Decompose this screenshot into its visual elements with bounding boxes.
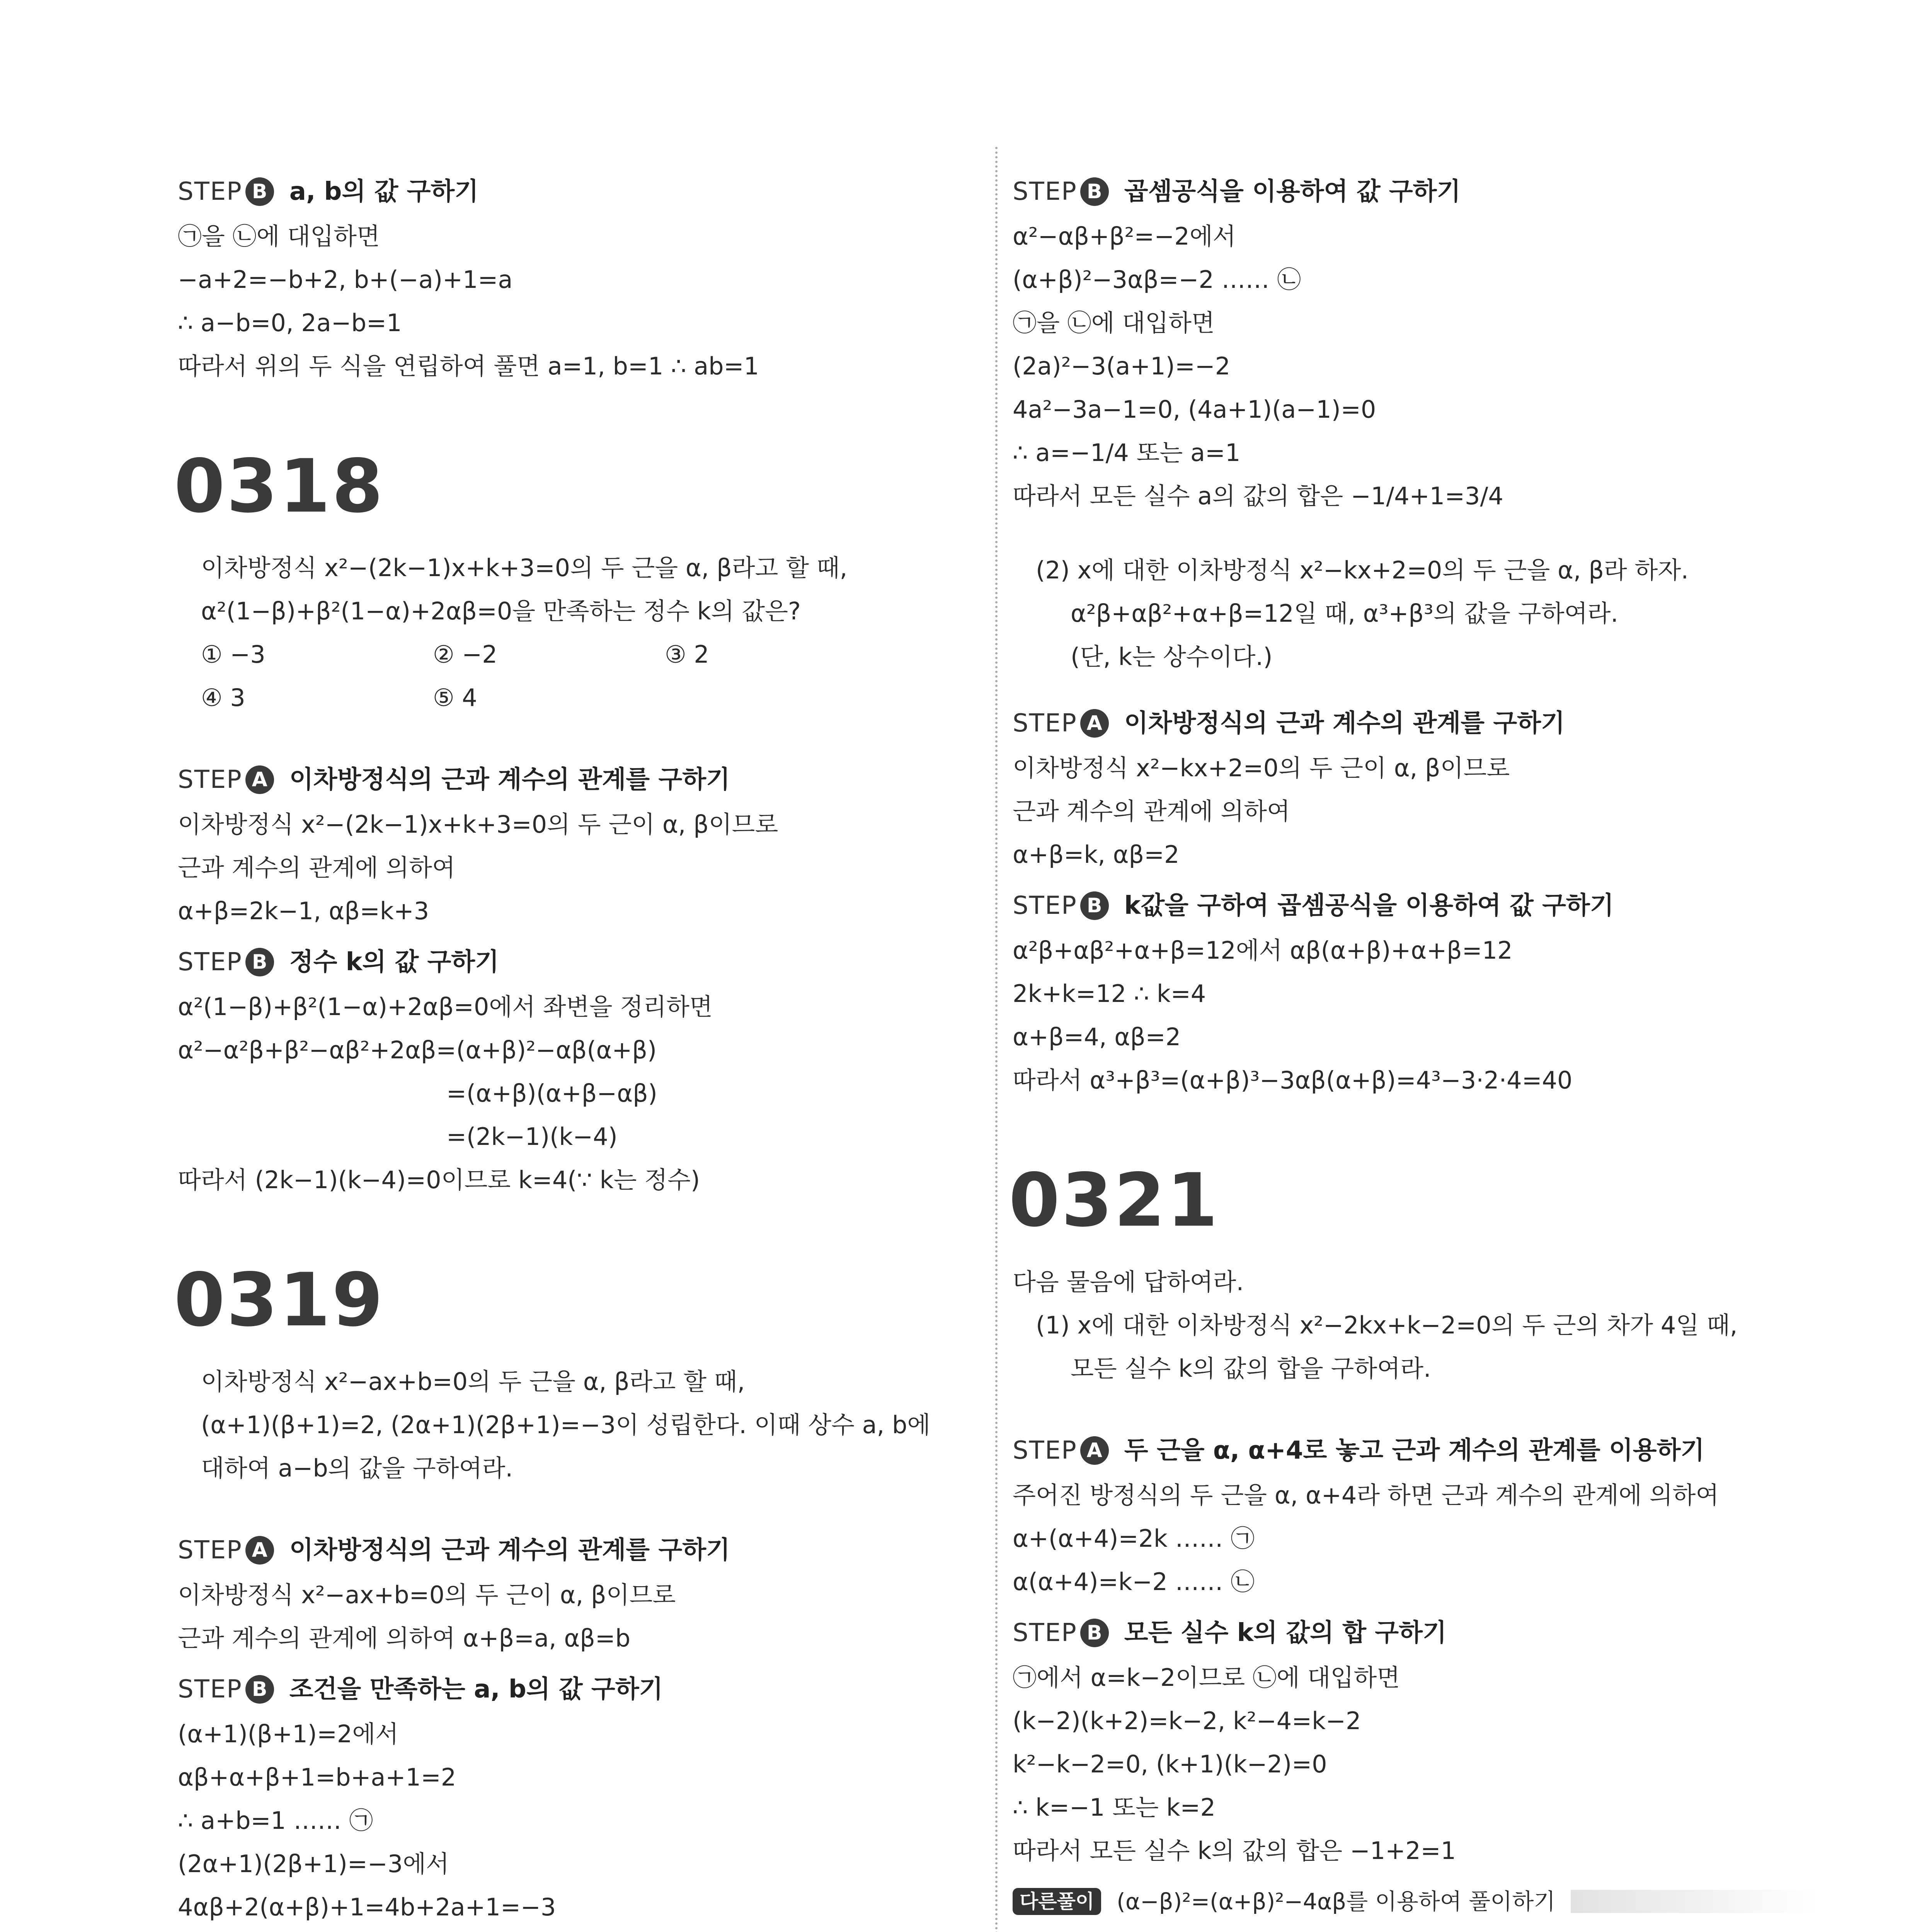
question-line: 다음 물음에 답하여라. [1013, 1268, 1244, 1296]
solution-line: α+β=4, αβ=2 [1013, 1023, 1181, 1051]
solution-line: (α+β)²−3αβ=−2 …… ㉡ [1013, 265, 1301, 294]
answer-choices [178, 676, 978, 719]
choice: ① −3 [201, 640, 266, 668]
solution-line: 따라서 위의 두 식을 연립하여 풀면 a=1, b=1 ∴ ab=1 [178, 352, 759, 380]
step-title: 이차방정식의 근과 계수의 관계를 구하기 [289, 765, 730, 794]
question-line: 이차방정식 x²−(2k−1)x+k+3=0의 두 근을 α, β라고 할 때, [201, 554, 848, 582]
solution-line: 따라서 모든 실수 a의 값의 합은 −1/4+1=3/4 [1013, 482, 1503, 510]
solution-line: ∴ a−b=0, 2a−b=1 [178, 309, 402, 337]
choice: ③ 2 [665, 640, 709, 668]
step-title: 이차방정식의 근과 계수의 관계를 구하기 [289, 1536, 730, 1565]
question-line: α²(1−β)+β²(1−α)+2αβ=0을 만족하는 정수 k의 값은? [201, 597, 801, 625]
step-badge: B [1080, 891, 1109, 920]
step-a-heading [1013, 1929, 1817, 1932]
solution-line: 따라서 α³+β³=(α+β)³−3αβ(α+β)=4³−3·2·4=40 [1013, 1066, 1573, 1094]
question-line: 이차방정식 x²−ax+b=0의 두 근을 α, β라고 할 때, [201, 1367, 745, 1396]
step-a-heading [1013, 700, 1817, 747]
step-title: 이차방정식의 근과 계수의 관계를 구하기 [1124, 709, 1565, 738]
step-badge: A [245, 765, 274, 794]
problem-number: 0318 [174, 444, 385, 529]
solution-line: 근과 계수의 관계에 의하여 [1013, 797, 1290, 825]
step-badge: A [1080, 1436, 1109, 1465]
step-a-heading [178, 1527, 978, 1573]
step-badge: B [1080, 1619, 1109, 1647]
step-title: k값을 구하여 곱셈공식을 이용하여 값 구하기 [1124, 891, 1614, 920]
step-label: STEP [178, 1536, 242, 1565]
step-label: STEP [1013, 891, 1077, 920]
step-title [1124, 1929, 1589, 1932]
decorative-fade [1571, 1890, 1817, 1913]
solution-line: 주어진 방정식의 두 근을 α, α+4라 하면 근과 계수의 관계에 의하여 [1013, 1481, 1719, 1509]
solution-line: α+β=2k−1, αβ=k+3 [178, 897, 429, 925]
question-line: (2) x에 대한 이차방정식 x²−kx+2=0의 두 근을 α, β라 하자. [1036, 556, 1689, 584]
solution-line: ㉠에서 α=k−2이므로 ㉡에 대입하면 [1013, 1663, 1400, 1692]
solution-line: αβ+α+β+1=b+a+1=2 [178, 1763, 456, 1791]
question-line: (단, k는 상수이다.) [1071, 643, 1273, 671]
step-label: STEP [1013, 709, 1077, 738]
solution-line: (k−2)(k+2)=k−2, k²−4=k−2 [1013, 1707, 1361, 1735]
step-label: STEP [178, 765, 242, 794]
step-title: 모든 실수 k의 값의 합 구하기 [1124, 1619, 1447, 1647]
step-label: STEP [1013, 1619, 1077, 1647]
step-label: STEP [1013, 1436, 1077, 1465]
solution-line: 근과 계수의 관계에 의하여 [178, 854, 455, 882]
right-column [1009, 162, 1817, 1932]
step-b-heading [1013, 1610, 1817, 1656]
question-line: α²β+αβ²+α+β=12일 때, α³+β³의 값을 구하여라. [1071, 599, 1619, 628]
question-line: (1) x에 대한 이차방정식 x²−2kx+k−2=0의 두 근의 차가 4일 때, [1036, 1311, 1738, 1339]
solution-line: ∴ a=−1/4 또는 a=1 [1013, 439, 1241, 467]
solution-line: (2α+1)(2β+1)=−3에서 [178, 1850, 449, 1878]
step-title: 조건을 만족하는 a, b의 값 구하기 [289, 1675, 663, 1704]
choice: ⑤ 4 [433, 684, 477, 712]
solution-line: −a+2=−b+2, b+(−a)+1=a [178, 265, 513, 294]
question-line: 모든 실수 k의 값의 합을 구하여라. [1071, 1354, 1431, 1383]
solution-line: α(α+4)=k−2 …… ㉡ [1013, 1568, 1255, 1596]
solution-line: (2a)²−3(a+1)=−2 [1013, 352, 1231, 380]
solution-line: (α+1)(β+1)=2에서 [178, 1720, 399, 1748]
solution-line: α²β+αβ²+α+β=12에서 αβ(α+β)+α+β=12 [1013, 936, 1513, 964]
solution-line: 4a²−3a−1=0, (4a+1)(a−1)=0 [1013, 395, 1376, 423]
step-label [1013, 1929, 1077, 1932]
solution-line: ㉠을 ㉡에 대입하면 [178, 222, 380, 250]
left-column [174, 162, 978, 1932]
solution-line: ∴ k=−1 또는 k=2 [1013, 1793, 1216, 1821]
solution-line: 이차방정식 x²−(2k−1)x+k+3=0의 두 근이 α, β이므로 [178, 810, 778, 838]
step-label: STEP [178, 948, 242, 976]
solution-line: α²(1−β)+β²(1−α)+2αβ=0에서 좌변을 정리하면 [178, 993, 713, 1021]
step-b-heading [178, 168, 978, 215]
step-badge: B [245, 948, 274, 976]
step-badge: A [1080, 709, 1109, 738]
step-b-heading [178, 1666, 978, 1713]
step-badge: B [245, 177, 274, 206]
step-b-heading [178, 939, 978, 985]
solution-line [178, 1929, 978, 1932]
solution-line: k²−k−2=0, (k+1)(k−2)=0 [1013, 1750, 1327, 1778]
step-title: a, b의 값 구하기 [289, 177, 479, 206]
step-label: STEP [178, 1675, 242, 1704]
problem-number: 0319 [174, 1257, 385, 1343]
solution-line: 이차방정식 x²−kx+2=0의 두 근이 α, β이므로 [1013, 754, 1510, 782]
solution-line: ∴ a+b=1 …… ㉠ [178, 1806, 373, 1835]
solution-line: α+β=k, αβ=2 [1013, 840, 1180, 869]
question-line: 대하여 a−b의 값을 구하여라. [201, 1454, 513, 1482]
solution-line: 2k+k=12 ∴ k=4 [1013, 980, 1206, 1008]
step-title: 두 근을 α, α+4로 놓고 근과 계수의 관계를 이용하기 [1124, 1436, 1705, 1465]
solution-line: 따라서 모든 실수 k의 값의 합은 −1+2=1 [1013, 1837, 1456, 1865]
step-b-heading [1013, 168, 1817, 215]
solution-line: =(2k−1)(k−4) [446, 1122, 618, 1151]
solution-line: 4αβ+2(α+β)+1=4b+2a+1=−3 [178, 1893, 556, 1921]
solution-line: α²−α²β+β²−αβ²+2αβ=(α+β)²−αβ(α+β) [178, 1036, 657, 1064]
step-badge: B [245, 1675, 274, 1704]
solution-line: =(α+β)(α+β−αβ) [446, 1079, 657, 1107]
choice: ② −2 [433, 640, 497, 668]
step-a-heading [1013, 1427, 1817, 1474]
column-divider [995, 147, 998, 1932]
step-badge: B [1080, 177, 1109, 206]
problem-number: 0321 [1009, 1158, 1219, 1243]
solution-line: α²−αβ+β²=−2에서 [1013, 222, 1236, 250]
solution-line: ㉠을 ㉡에 대입하면 [1013, 309, 1215, 337]
solution-line: 따라서 (2k−1)(k−4)=0이므로 k=4(∵ k는 정수) [178, 1166, 700, 1194]
solution-line: 이차방정식 x²−ax+b=0의 두 근이 α, β이므로 [178, 1581, 676, 1609]
solution-line: 근과 계수의 관계에 의하여 α+β=a, αβ=b [178, 1624, 631, 1652]
alternative-solution-header [1013, 1880, 1817, 1923]
alternative-solution-badge: 다른풀이 [1013, 1888, 1101, 1915]
step-b-heading [1013, 883, 1817, 929]
step-label: STEP [1013, 177, 1077, 206]
step-badge: A [245, 1536, 274, 1565]
question-line: (α+1)(β+1)=2, (2α+1)(2β+1)=−3이 성립한다. 이때 상수 a, b에 [201, 1411, 931, 1439]
step-label: STEP [178, 177, 242, 206]
step-a-heading [178, 757, 978, 803]
solution-line: α+(α+4)=2k …… ㉠ [1013, 1524, 1255, 1553]
answer-choices [178, 633, 978, 676]
choice: ④ 3 [201, 684, 245, 712]
step-title: 정수 k의 값 구하기 [289, 948, 499, 976]
step-title: 곱셈공식을 이용하여 값 구하기 [1124, 177, 1461, 206]
alternative-solution-title: (α−β)²=(α+β)²−4αβ를 이용하여 풀이하기 [1117, 1888, 1556, 1915]
